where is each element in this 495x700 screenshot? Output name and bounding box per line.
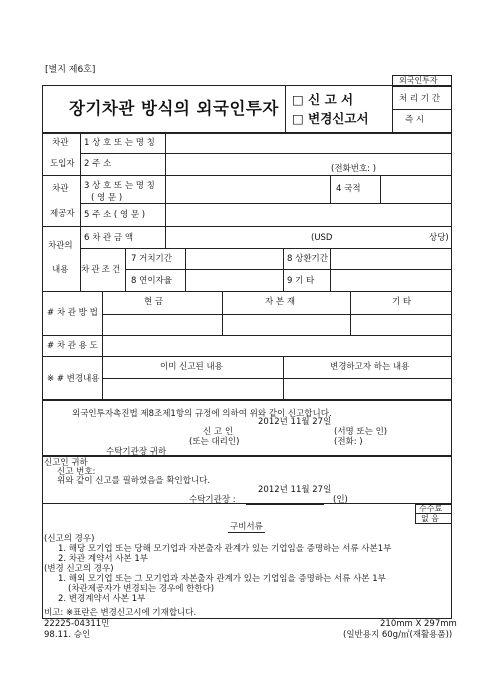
previous-content-field[interactable] (103, 379, 282, 399)
provider-name-english-label: ( 영 문 ) (91, 193, 123, 203)
annex-label: [별지 제6호] (45, 65, 96, 75)
borrower-label-2: 도입자 (50, 159, 75, 169)
report-doc-1: 1. 해당 모기업 또는 당해 모기업과 자본출자 관계가 있는 기업임을 증명하는 서류 사본1부 (58, 544, 392, 554)
loan-use-label: # 차 관 용 도 (47, 341, 98, 351)
method-cash-header: 현 금 (144, 297, 164, 307)
loan-currency: (USD (311, 233, 333, 243)
deferment-period-label: 7 거치기간 (131, 254, 172, 264)
agency-seal: (인) (333, 495, 348, 505)
loan-terms-label: 차 관 조 건 (81, 265, 120, 275)
report-number-label: 신고 번호: (57, 467, 96, 477)
confirmation-addressee: 신고인 귀하 (44, 458, 88, 468)
provider-name-field[interactable] (166, 176, 329, 202)
provider-address-label: 5 주 소 ( 영 문 ) (84, 210, 146, 220)
form-code: 22225-04311민 (44, 619, 110, 629)
other-terms-field[interactable] (331, 270, 451, 290)
method-other-field[interactable] (351, 315, 451, 334)
borrower-address-field[interactable] (166, 154, 326, 174)
documents-heading: 구비서류 (230, 522, 263, 532)
loan-use-field[interactable] (103, 336, 451, 355)
loan-amount-label: 6 차 관 금 액 (84, 233, 134, 243)
borrower-name-label: 1 상 호 또 는 명 칭 (84, 138, 155, 148)
remarks-note: 비고: ※표란은 변경신고시에 기재합니다. (44, 608, 197, 618)
processing-period-label: 처 리 기 간 (399, 94, 440, 104)
form-title: 장기차관 방식의 외국인투자 (69, 99, 279, 118)
loan-amount-field[interactable] (340, 228, 425, 246)
agency-head-label: 수탁기관장 : (189, 495, 236, 505)
declaration-text: 외국인투자촉진법 제8조제1항의 규정에 의하여 위와 같이 신고합니다. (72, 409, 332, 419)
provider-label: 차관 (52, 184, 69, 194)
processing-period-value: 즉 시 (405, 115, 425, 125)
borrower-phone[interactable]: (전화번호: ) (331, 164, 377, 174)
paper-type: (일반용지 60g/㎡(재활용품)) (343, 630, 453, 640)
other-terms-label: 9 기 타 (287, 276, 315, 286)
change-doc-2: 2. 변경계약서 사본 1부 (58, 594, 146, 604)
report-option-checkbox[interactable]: □ 신 고 서 (292, 92, 354, 107)
paper-size: 210mm X 297mm (380, 619, 457, 629)
change-option-checkbox[interactable]: □ 변경신고서 (292, 111, 369, 126)
new-content-header: 변경하고자 하는 내용 (330, 362, 410, 372)
category-label: 외국인투자 (399, 76, 438, 85)
provider-nationality-label: 4 국적 (336, 184, 361, 194)
loan-method-label: # 차 관 방 법 (47, 308, 98, 318)
declaration-addressee: 수탁기관장 귀하 (106, 447, 167, 457)
borrower-label: 차관 (52, 138, 69, 148)
new-content-field[interactable] (284, 379, 451, 399)
change-details-label: ※ # 변경내용 (47, 374, 100, 384)
change-case-label: (변경 신고의 경우) (44, 564, 114, 574)
loan-amount-suffix: 상당) (429, 233, 449, 243)
reporter-label: 신 고 인 (203, 427, 234, 437)
provider-nationality-field[interactable] (381, 176, 451, 202)
change-doc-1: 1. 해외 모기업 또는 그 모기업과 자본출자 관계가 있는 기업임을 증명하는 서류 사본 1부 (58, 574, 386, 584)
report-doc-2: 2. 차관 계약서 사본 1부 (58, 554, 149, 564)
deferment-period-field[interactable] (186, 249, 282, 268)
borrower-name-field[interactable] (166, 134, 451, 152)
method-capital-goods-header: 자 본 재 (265, 297, 296, 307)
confirmation-date: 2012년 11월 27일 (258, 485, 332, 495)
method-other-header: 기 타 (392, 297, 412, 307)
confirmation-text: 위와 같이 신고를 필하였음을 확인합니다. (57, 476, 211, 486)
repayment-period-field[interactable] (331, 249, 451, 268)
method-cash-field[interactable] (103, 315, 221, 334)
interest-rate-field[interactable] (186, 270, 282, 290)
provider-name-label: 3 상 호 또 는 명 칭 (84, 181, 155, 191)
approval-date: 98.11. 승인 (44, 630, 91, 640)
borrower-address-label: 2 주 소 (84, 159, 112, 169)
loan-content-label: 차관의 (48, 241, 73, 251)
method-capital-goods-field[interactable] (223, 315, 349, 334)
fee-label: 수수료 (419, 504, 443, 513)
fee-value: 없 음 (421, 514, 439, 523)
report-case-label: (신고의 경우) (44, 534, 95, 544)
declaration-date: 2012년 11월 27일 (258, 417, 332, 427)
reporter-agent-label: (또는 대리인) (189, 437, 240, 447)
previous-content-header: 이미 신고된 내용 (160, 362, 223, 372)
repayment-period-label: 8 상환기간 (287, 254, 328, 264)
change-doc-1-note: (차관제공자가 변경되는 경우에 한한다) (68, 584, 215, 594)
loan-content-label-2: 내용 (52, 265, 69, 275)
provider-address-field[interactable] (166, 204, 451, 225)
signature-note: (서명 또는 인) (334, 427, 388, 437)
provider-label-2: 제공자 (50, 209, 75, 219)
interest-rate-label: 8 연이자율 (131, 276, 172, 286)
reporter-phone[interactable]: (전화: ) (334, 437, 363, 447)
